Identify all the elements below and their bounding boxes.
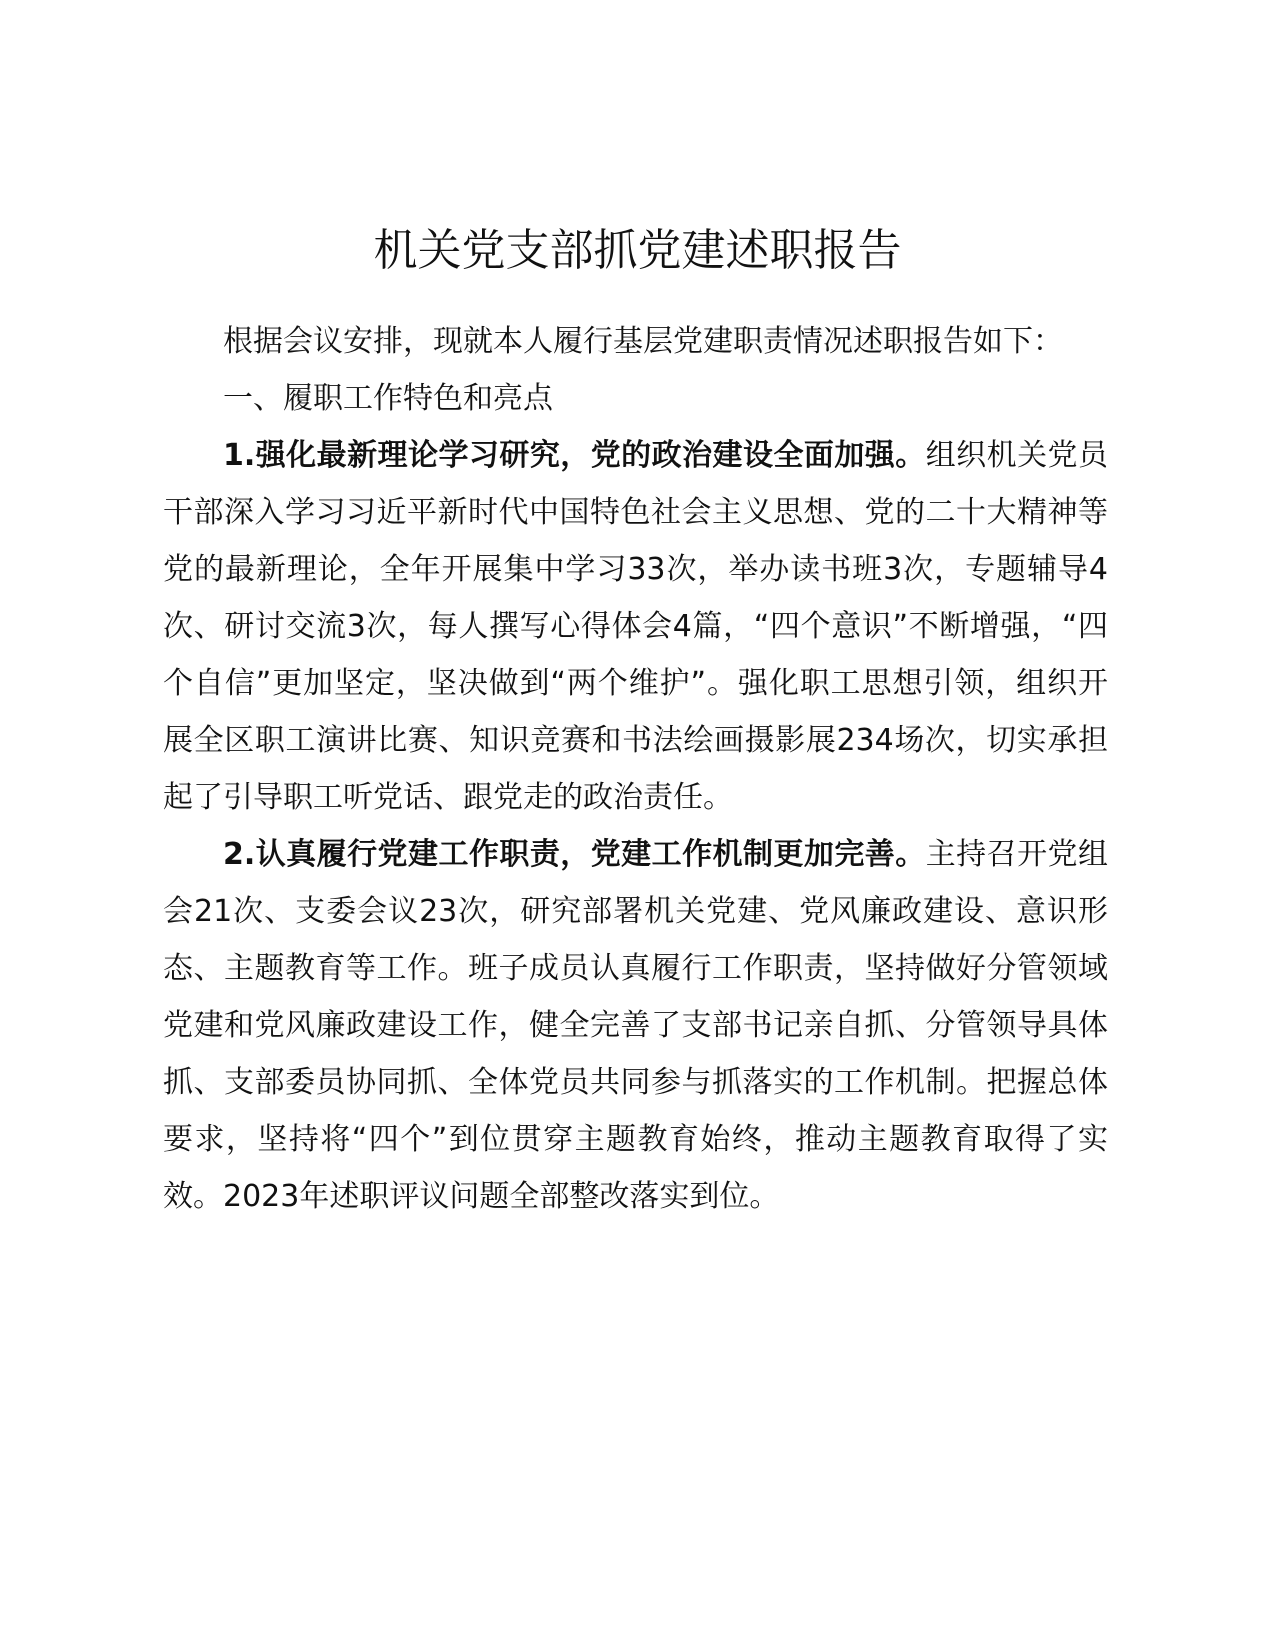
item-2-lead: 2.认真履行党建工作职责，党建工作机制更加完善。 bbox=[223, 837, 926, 872]
document-body bbox=[163, 313, 1108, 1225]
item-2-text: 主持召开党组会21次、支委会议23次，研究部署机关党建、党风廉政建设、意识形态、主题教育等工作。班子成员认真履行工作职责，坚持做好分管领域党建和党风廉政建设工作，健全完善了支部书记亲自抓、分管领导具体抓、支部委员协同抓、全体党员共同参与抓落实的工作机制。把握总体要求，坚持将“四个”到位贯穿主题教育始终，推动主题教育取得了实效。2023年述职评议问题全部整改落实到位。 bbox=[163, 837, 1108, 1214]
item-1-text: 组织机关党员干部深入学习习近平新时代中国特色社会主义思想、党的二十大精神等党的最新理论，全年开展集中学习33次，举办读书班3次，专题辅导4次、研讨交流3次，每人撰写心得体会4篇，“四个意识”不断增强，“四个自信”更加坚定，坚决做到“两个维护”。强化职工思想引领，组织开展全区职工演讲比赛、知识竞赛和书法绘画摄影展234场次，切实承担起了引导职工听党话、跟党走的政治责任。 bbox=[163, 438, 1108, 815]
item-2-paragraph bbox=[163, 826, 1108, 1225]
item-1-paragraph bbox=[163, 427, 1108, 826]
item-1-lead: 1.强化最新理论学习研究，党的政治建设全面加强。 bbox=[223, 438, 926, 473]
intro-paragraph: 根据会议安排，现就本人履行基层党建职责情况述职报告如下： bbox=[223, 324, 1063, 359]
document-title: 机关党支部抓党建述职报告 bbox=[373, 225, 902, 276]
section-heading: 一、履职工作特色和亮点 bbox=[223, 381, 553, 416]
